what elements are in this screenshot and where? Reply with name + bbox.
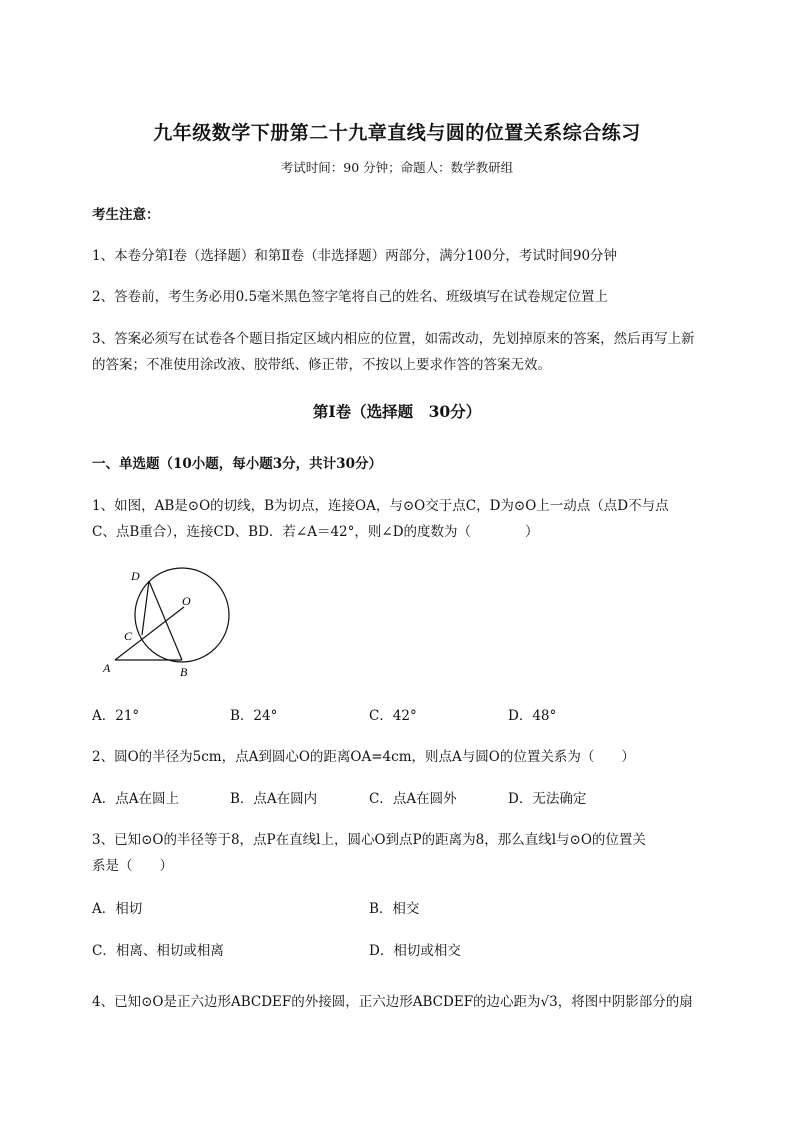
label-a: A [103,661,111,675]
notice-item: 3、答案必须写在试卷各个题目指定区域内相应的位置，如需改动，先划掉原来的答案，然后再写上新 [92,331,695,347]
label-c: C [124,629,133,643]
option-c[interactable]: C．点A在圆外 [369,791,457,807]
option-b[interactable]: B．24° [230,708,278,724]
exam-info: 考试时间：90 分钟；命题人：数学教研组 [280,160,514,175]
option-d[interactable]: D．相切或相交 [369,943,461,959]
notice-heading: 考生注意： [92,207,160,223]
option-b[interactable]: B．相交 [369,901,420,917]
option-a[interactable]: A．21° [92,708,140,724]
question-3-text: 3、已知⊙O的半径等于8，点P在直线l上，圆心O到点P的距离为8，那么直线l与⊙O的位置关 [92,832,646,848]
segment-bd [149,581,182,660]
question-4-text: 4、已知⊙O是正六边形ABCDEF的外接圆，正六边形ABCDEF的边心距为√3，将图中阴影部分的扇 [92,994,693,1010]
label-b: B [180,665,188,679]
question-1-text: C、点B重合），连接CD、BD．若∠A＝42°，则∠D的度数为（ ） [92,524,539,540]
notice-item: 2、答卷前，考生务必用0.5毫米黑色签字笔将自己的姓名、班级填写在试卷规定位置上 [92,289,609,305]
label-o: O [182,594,191,608]
notice-item: 的答案；不准使用涂改液、胶带纸、修正带，不按以上要求作答的答案无效。 [92,357,551,373]
section-title: 第Ⅰ卷（选择题 30分） [312,402,482,421]
option-c[interactable]: C．42° [369,708,417,724]
option-b[interactable]: B．点A在圆内 [230,791,318,807]
label-d: D [131,569,140,583]
question-2-text: 2、圆O的半径为5cm，点A到圆心O的距离OA=4cm，则点A与圆O的位置关系为（ ） [92,749,635,765]
question-1-text: 1、如图，AB是⊙O的切线，B为切点，连接OA，与⊙O交于点C，D为⊙O上一动点（点D不与点 [92,498,669,514]
option-a[interactable]: A．相切 [92,901,143,917]
option-d[interactable]: D．无法确定 [508,791,587,807]
option-d[interactable]: D．48° [508,708,557,724]
page-title: 九年级数学下册第二十九章直线与圆的位置关系综合练习 [153,122,641,144]
notice-item: 1、本卷分第Ⅰ卷（选择题）和第Ⅱ卷（非选择题）两部分，满分100分，考试时间90分钟 [92,248,618,264]
geometry-figure [98,563,238,683]
option-a[interactable]: A．点A在圆上 [92,791,179,807]
part-heading: 一、单选题（10小题，每小题3分，共计30分） [92,456,382,472]
option-c[interactable]: C．相离、相切或相离 [92,943,224,959]
question-3-text: 系是（ ） [92,858,173,874]
